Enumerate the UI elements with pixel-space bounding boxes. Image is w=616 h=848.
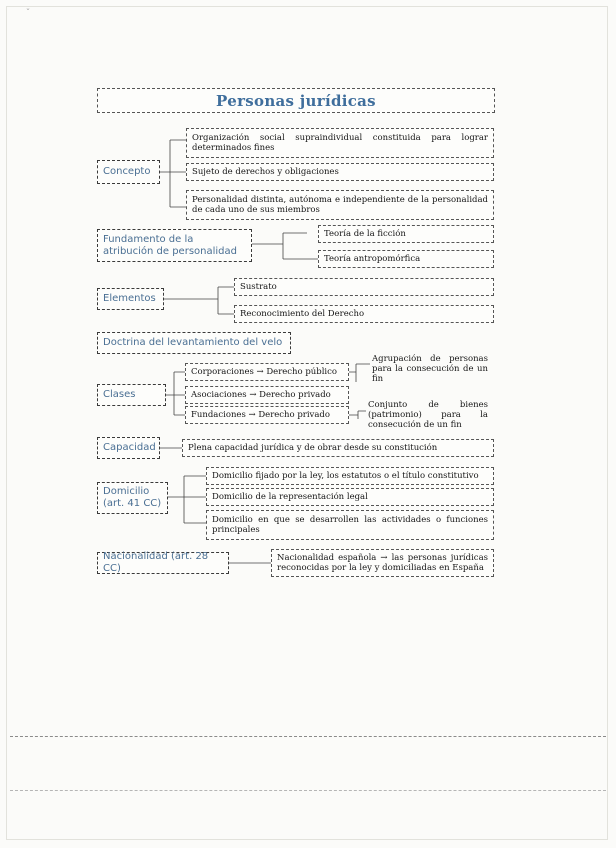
- nacionalidad-item: Nacionalidad española → las personas jurídicas reconocidas por la ley y domiciliadas en España: [271, 549, 494, 577]
- doctrina-label-box: [97, 332, 291, 354]
- concepto-item-2: Sujeto de derechos y obligaciones: [186, 163, 494, 181]
- scan-mark: ˘: [26, 8, 30, 17]
- clases-item-corporaciones: Corporaciones → Derecho público: [185, 363, 349, 381]
- page-title: Personas jurídicas: [216, 91, 376, 110]
- scan-line-2: [10, 790, 606, 791]
- fundamento-label-box: [97, 229, 252, 262]
- nacionalidad-label-box: [97, 552, 229, 574]
- capacidad-label-box: [97, 437, 160, 459]
- capacidad-item: Plena capacidad jurídica y de obrar desde su constitución: [182, 439, 494, 457]
- title-box: [97, 88, 495, 113]
- concepto-item-3: Personalidad distinta, autónoma e independiente de la personalidad de cada uno de sus miembros: [186, 190, 494, 220]
- fundamento-item-2: Teoría antropomórfica: [318, 250, 494, 268]
- scan-line-1: [10, 736, 606, 737]
- clases-note-corporaciones: Agrupación de personas para la consecución de un fin: [372, 354, 488, 384]
- elementos-item-2: Reconocimiento del Derecho: [234, 305, 494, 323]
- concepto-label-box: [97, 160, 160, 184]
- clases-note-fundaciones: Conjunto de bienes (patrimonio) para la consecución de un fin: [368, 400, 488, 430]
- fundamento-item-1: Teoría de la ficción: [318, 225, 494, 243]
- elementos-item-1: Sustrato: [234, 278, 494, 296]
- clases-label: Clases: [103, 389, 136, 400]
- domicilio-label-box: [97, 482, 168, 514]
- capacidad-label: Capacidad: [103, 442, 156, 453]
- domicilio-item-2: Domicilio de la representación legal: [206, 488, 494, 506]
- domicilio-label: Domicilio (art. 41 CC): [103, 486, 162, 509]
- fundamento-label: Fundamento de la atribución de personalidad: [103, 233, 237, 257]
- domicilio-item-3: Domicilio en que se desarrollen las actividades o funciones principales: [206, 510, 494, 540]
- clases-label-box: [97, 384, 166, 406]
- clases-item-fundaciones: Fundaciones → Derecho privado: [185, 406, 349, 424]
- doctrina-label: Doctrina del levantamiento del velo: [103, 337, 283, 348]
- concepto-item-1: Organización social supraindividual constituida para lograr determinados fines: [186, 128, 494, 158]
- elementos-label-box: [97, 288, 164, 310]
- elementos-label: Elementos: [103, 293, 156, 304]
- clases-item-asociaciones: Asociaciones → Derecho privado: [185, 386, 349, 404]
- domicilio-item-1: Domicilio fijado por la ley, los estatutos o el título constitutivo: [206, 467, 494, 485]
- concepto-label: Concepto: [103, 166, 151, 177]
- nacionalidad-label: Nacionalidad (art. 28 CC): [103, 551, 209, 574]
